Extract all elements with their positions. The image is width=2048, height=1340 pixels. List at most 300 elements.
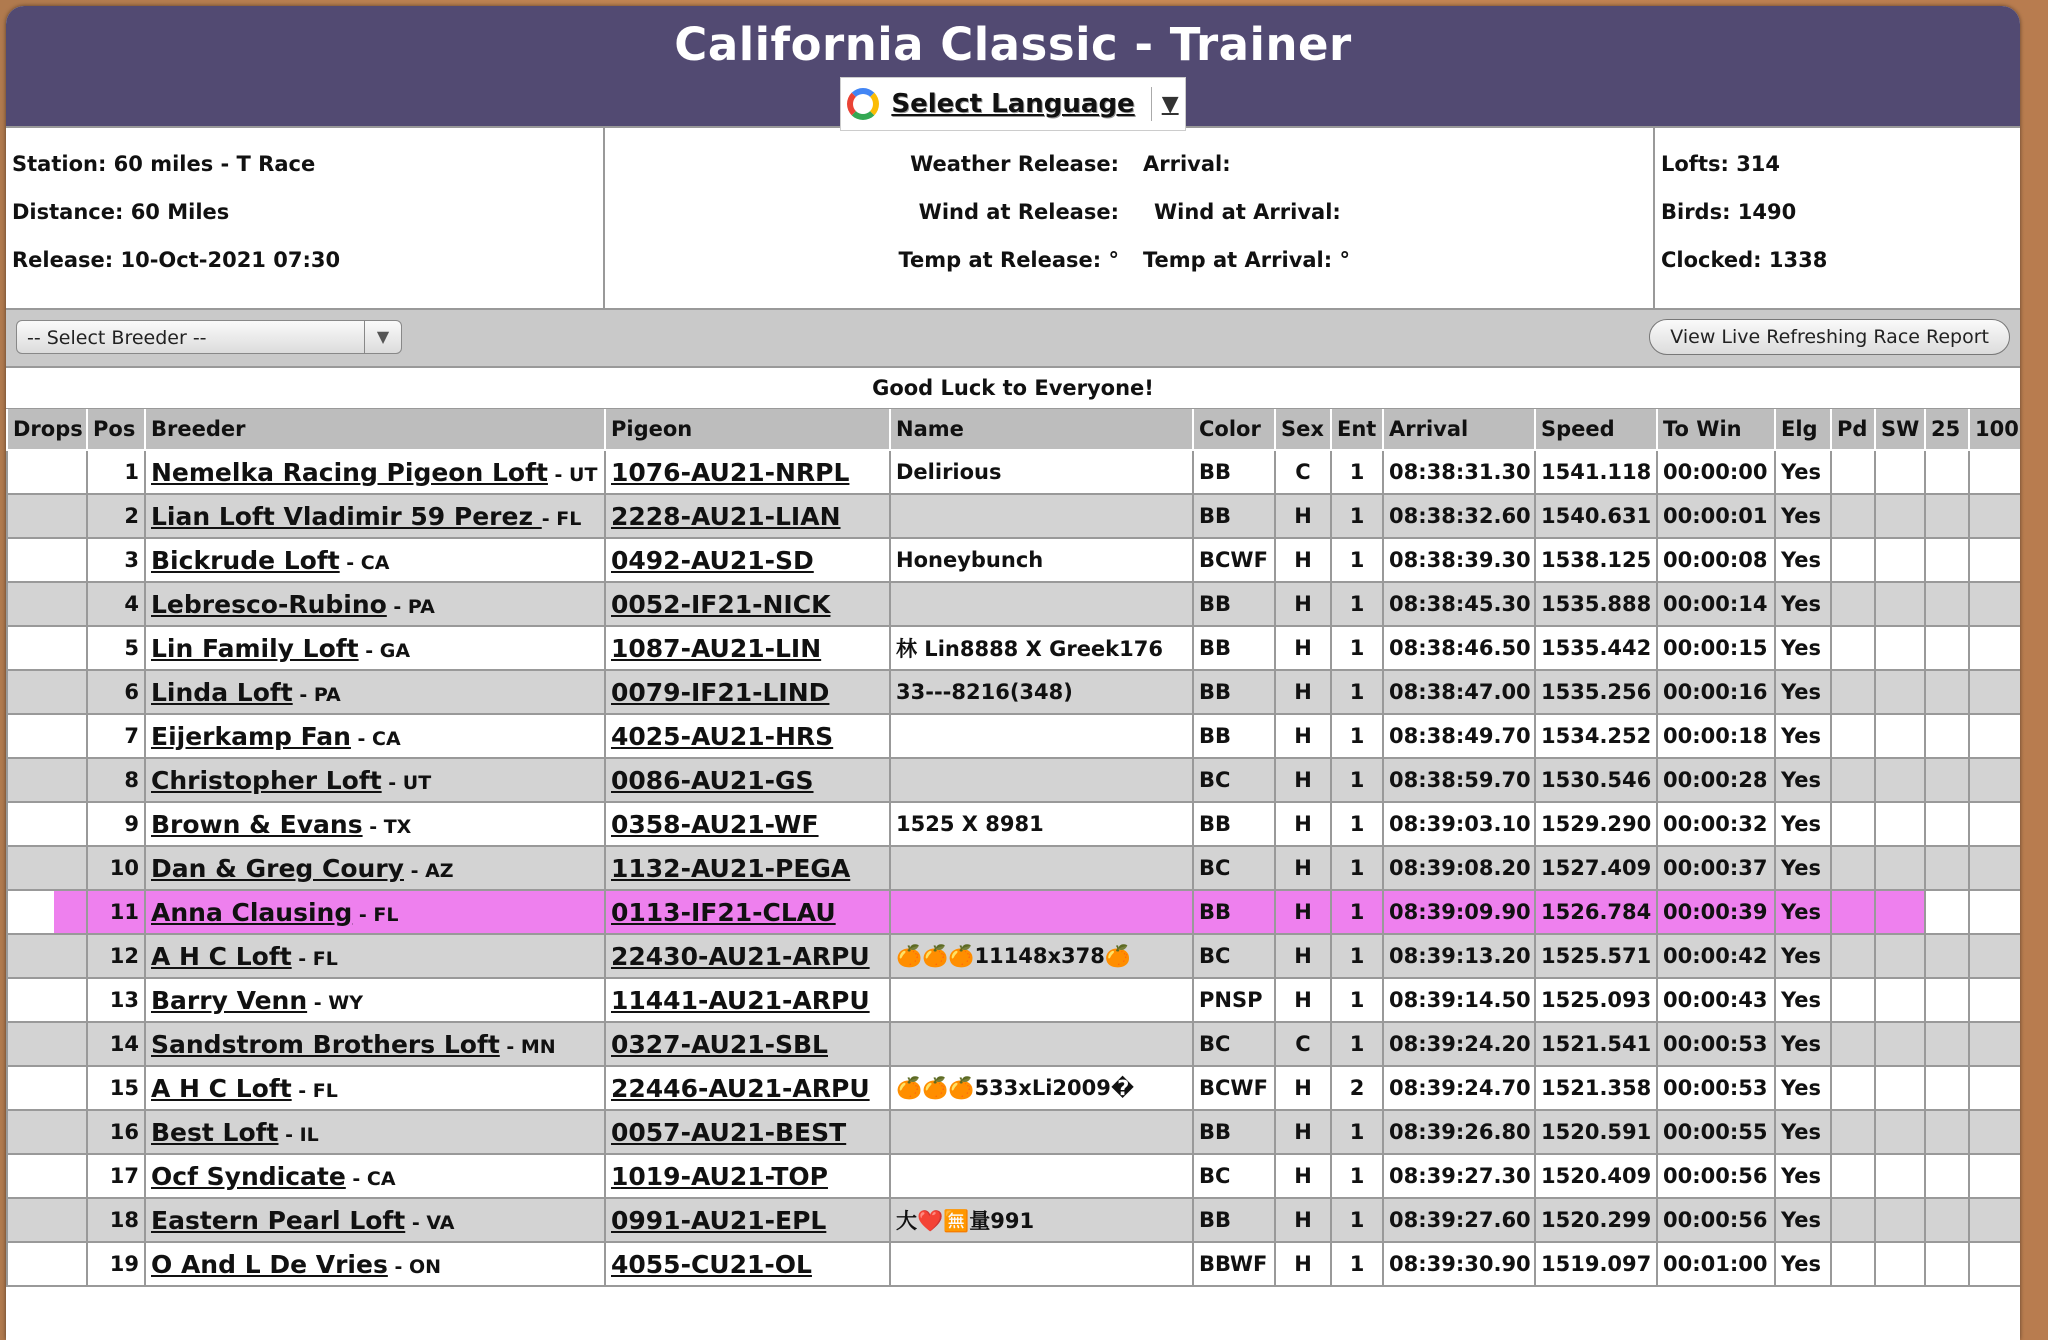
- pos-cell: 8: [87, 758, 145, 802]
- breeder-link[interactable]: Lebresco-Rubino: [151, 589, 387, 619]
- color-cell: BBWF: [1193, 1242, 1275, 1286]
- table-row[interactable]: [7, 802, 2020, 846]
- breeder-cell: [145, 1066, 605, 1110]
- c100-cell: [1969, 1242, 2020, 1286]
- pos-cell: 16: [87, 1110, 145, 1154]
- pigeon-cell: [605, 890, 890, 934]
- towin-cell: 00:00:37: [1657, 846, 1775, 890]
- pd-cell: [1831, 1110, 1875, 1154]
- breeder-cell: [145, 1198, 605, 1242]
- pigeon-link[interactable]: 0079-IF21-LIND: [611, 677, 830, 707]
- table-row[interactable]: [7, 758, 2020, 802]
- pigeon-cell: [605, 1066, 890, 1110]
- pigeon-cell: [605, 538, 890, 582]
- arrival-cell: 08:39:24.70: [1383, 1066, 1535, 1110]
- pd-cell: [1831, 450, 1875, 494]
- breeder-link[interactable]: Eijerkamp Fan: [151, 721, 351, 751]
- sw-cell: [1875, 714, 1925, 758]
- c25-cell: [1925, 670, 1969, 714]
- sw-cell: [1875, 846, 1925, 890]
- name-cell: [890, 1242, 1193, 1286]
- breeder-link[interactable]: Ocf Syndicate: [151, 1161, 346, 1191]
- drops-cell: [7, 626, 87, 670]
- elg-cell: Yes: [1775, 494, 1831, 538]
- breeder-link[interactable]: Christopher Loft: [151, 765, 382, 795]
- towin-cell: 00:00:53: [1657, 1066, 1775, 1110]
- breeder-state: - MN: [499, 1035, 556, 1058]
- towin-cell: 00:00:55: [1657, 1110, 1775, 1154]
- color-cell: PNSP: [1193, 978, 1275, 1022]
- google-icon: [847, 88, 879, 120]
- pigeon-cell: [605, 1022, 890, 1066]
- towin-cell: 00:00:43: [1657, 978, 1775, 1022]
- pigeon-link[interactable]: 0492-AU21-SD: [611, 545, 814, 575]
- pigeon-cell: [605, 978, 890, 1022]
- pigeon-link[interactable]: 2228-AU21-LIAN: [611, 501, 841, 531]
- ent-cell: 1: [1331, 582, 1383, 626]
- pos-cell: 14: [87, 1022, 145, 1066]
- table-row[interactable]: [7, 626, 2020, 670]
- pigeon-link[interactable]: 1019-AU21-TOP: [611, 1161, 828, 1191]
- elg-cell: Yes: [1775, 934, 1831, 978]
- pigeon-cell: [605, 846, 890, 890]
- sw-cell: [1875, 1110, 1925, 1154]
- column-header: Drops: [7, 409, 87, 450]
- towin-cell: 00:00:18: [1657, 714, 1775, 758]
- toolbar: [6, 310, 2020, 368]
- sex-cell: H: [1275, 582, 1331, 626]
- pd-cell: [1831, 890, 1875, 934]
- sw-cell: [1875, 670, 1925, 714]
- column-header: 25: [1925, 409, 1969, 450]
- pos-cell: 17: [87, 1154, 145, 1198]
- breeder-link[interactable]: Anna Clausing: [151, 897, 353, 927]
- pigeon-link[interactable]: 4025-AU21-HRS: [611, 721, 834, 751]
- pd-cell: [1831, 626, 1875, 670]
- breeder-state: - PA: [386, 595, 435, 618]
- drops-cell: [7, 1198, 87, 1242]
- breeder-state: - CA: [345, 1167, 396, 1190]
- pd-cell: [1831, 846, 1875, 890]
- pd-cell: [1831, 1066, 1875, 1110]
- select-breeder-dropdown[interactable]: [16, 320, 402, 354]
- breeder-cell: [145, 846, 605, 890]
- elg-cell: Yes: [1775, 890, 1831, 934]
- pos-cell: 10: [87, 846, 145, 890]
- elg-cell: Yes: [1775, 758, 1831, 802]
- drops-cell: [7, 846, 87, 890]
- ent-cell: 1: [1331, 670, 1383, 714]
- table-row[interactable]: [7, 538, 2020, 582]
- breeder-link[interactable]: Dan & Greg Coury: [151, 853, 404, 883]
- ent-cell: 1: [1331, 1110, 1383, 1154]
- breeder-link[interactable]: Nemelka Racing Pigeon Loft: [151, 457, 548, 487]
- dropdown-arrow-icon[interactable]: ▼: [364, 321, 401, 353]
- table-row[interactable]: [7, 846, 2020, 890]
- pos-cell: 19: [87, 1242, 145, 1286]
- name-cell: [890, 978, 1193, 1022]
- pigeon-link[interactable]: 22430-AU21-ARPU: [611, 941, 870, 971]
- elg-cell: Yes: [1775, 582, 1831, 626]
- pigeon-link[interactable]: 11441-AU21-ARPU: [611, 985, 870, 1015]
- pigeon-cell: [605, 934, 890, 978]
- breeder-link[interactable]: Barry Venn: [151, 985, 308, 1015]
- sw-cell: [1875, 582, 1925, 626]
- pigeon-cell: [605, 494, 890, 538]
- towin-cell: 00:00:00: [1657, 450, 1775, 494]
- breeder-link[interactable]: Brown & Evans: [151, 809, 363, 839]
- breeder-cell: [145, 934, 605, 978]
- speed-cell: 1527.409: [1535, 846, 1657, 890]
- speed-cell: 1521.358: [1535, 1066, 1657, 1110]
- sw-cell: [1875, 450, 1925, 494]
- pos-cell: 18: [87, 1198, 145, 1242]
- pos-cell: 9: [87, 802, 145, 846]
- speed-cell: 1520.409: [1535, 1154, 1657, 1198]
- weather-details: [605, 128, 1655, 308]
- race-info: [6, 128, 2020, 310]
- breeder-state: - ON: [387, 1255, 442, 1278]
- pd-cell: [1831, 1242, 1875, 1286]
- breeder-state: - UT: [547, 463, 598, 486]
- breeder-state: - FL: [291, 1079, 338, 1102]
- breeder-state: - UT: [381, 771, 432, 794]
- breeder-state: - GA: [358, 639, 411, 662]
- c25-cell: [1925, 538, 1969, 582]
- table-row[interactable]: [7, 978, 2020, 1022]
- ent-cell: 2: [1331, 1066, 1383, 1110]
- table-row[interactable]: [7, 1198, 2020, 1242]
- breeder-state: - VA: [405, 1211, 455, 1234]
- table-row[interactable]: [7, 670, 2020, 714]
- arrival-cell: 08:39:27.60: [1383, 1198, 1535, 1242]
- towin-cell: 00:00:32: [1657, 802, 1775, 846]
- pigeon-link[interactable]: 4055-CU21-OL: [611, 1249, 812, 1279]
- breeder-cell: [145, 1110, 605, 1154]
- pigeon-link[interactable]: 22446-AU21-ARPU: [611, 1073, 870, 1103]
- wind-arrival-label: Wind at Arrival:: [1154, 200, 1341, 224]
- table-row[interactable]: [7, 1022, 2020, 1066]
- c25-cell: [1925, 626, 1969, 670]
- c25-cell: [1925, 1110, 1969, 1154]
- breeder-link[interactable]: A H C Loft: [151, 1073, 292, 1103]
- pd-cell: [1831, 670, 1875, 714]
- pigeon-link[interactable]: 1076-AU21-NRPL: [611, 457, 850, 487]
- pigeon-link[interactable]: 0327-AU21-SBL: [611, 1029, 828, 1059]
- name-cell: [890, 1110, 1193, 1154]
- name-cell: [890, 846, 1193, 890]
- name-cell: Delirious: [890, 450, 1193, 494]
- pigeon-link[interactable]: 0052-IF21-NICK: [611, 589, 831, 619]
- ent-cell: 1: [1331, 758, 1383, 802]
- c100-cell: [1969, 670, 2020, 714]
- birds-count: Birds: 1490: [1661, 200, 1797, 224]
- pd-cell: [1831, 538, 1875, 582]
- pos-cell: 3: [87, 538, 145, 582]
- sex-cell: H: [1275, 1242, 1331, 1286]
- breeder-link[interactable]: A H C Loft: [151, 941, 292, 971]
- table-row[interactable]: [7, 1066, 2020, 1110]
- arrival-label: Arrival:: [1143, 152, 1231, 176]
- elg-cell: Yes: [1775, 626, 1831, 670]
- table-header-row: [7, 409, 2020, 450]
- breeder-link[interactable]: Sandstrom Brothers Loft: [151, 1029, 500, 1059]
- drops-cell: [7, 538, 87, 582]
- pd-cell: [1831, 1198, 1875, 1242]
- wind-release-label: Wind at Release:: [918, 200, 1119, 224]
- c100-cell: [1969, 582, 2020, 626]
- c25-cell: [1925, 890, 1969, 934]
- live-report-button[interactable]: View Live Refreshing Race Report: [1649, 319, 2010, 355]
- table-row[interactable]: [7, 1154, 2020, 1198]
- sex-cell: H: [1275, 846, 1331, 890]
- ent-cell: 1: [1331, 1198, 1383, 1242]
- sex-cell: H: [1275, 714, 1331, 758]
- breeder-state: - CA: [339, 551, 390, 574]
- ent-cell: 1: [1331, 714, 1383, 758]
- pd-cell: [1831, 1154, 1875, 1198]
- breeder-state: - AZ: [403, 859, 454, 882]
- elg-cell: Yes: [1775, 1022, 1831, 1066]
- breeder-link[interactable]: Best Loft: [151, 1117, 279, 1147]
- c100-cell: [1969, 1198, 2020, 1242]
- results-table: [6, 409, 2020, 1287]
- breeder-link[interactable]: Eastern Pearl Loft: [151, 1205, 406, 1235]
- elg-cell: Yes: [1775, 846, 1831, 890]
- c100-cell: [1969, 978, 2020, 1022]
- c100-cell: [1969, 934, 2020, 978]
- pigeon-cell: [605, 670, 890, 714]
- arrival-cell: 08:38:39.30: [1383, 538, 1535, 582]
- speed-cell: 1530.546: [1535, 758, 1657, 802]
- column-header: Pos: [87, 409, 145, 450]
- column-header: Pd: [1831, 409, 1875, 450]
- sex-cell: H: [1275, 978, 1331, 1022]
- c25-cell: [1925, 714, 1969, 758]
- breeder-cell: [145, 582, 605, 626]
- c100-cell: [1969, 758, 2020, 802]
- speed-cell: 1534.252: [1535, 714, 1657, 758]
- weather-release-label: Weather Release:: [910, 152, 1119, 176]
- towin-cell: 00:01:00: [1657, 1242, 1775, 1286]
- pigeon-cell: [605, 758, 890, 802]
- name-cell: 🍊🍊🍊533xLi2009�: [890, 1066, 1193, 1110]
- ent-cell: 1: [1331, 626, 1383, 670]
- towin-cell: 00:00:39: [1657, 890, 1775, 934]
- arrival-cell: 08:38:59.70: [1383, 758, 1535, 802]
- station-text: Station: 60 miles - T Race: [12, 152, 316, 176]
- column-header: Breeder: [145, 409, 605, 450]
- name-cell: 林 Lin8888 X Greek176: [890, 626, 1193, 670]
- table-row[interactable]: [7, 582, 2020, 626]
- c100-cell: [1969, 714, 2020, 758]
- color-cell: BB: [1193, 1198, 1275, 1242]
- table-row[interactable]: [7, 494, 2020, 538]
- breeder-link[interactable]: O And L De Vries: [151, 1249, 388, 1279]
- speed-cell: 1535.442: [1535, 626, 1657, 670]
- color-cell: BB: [1193, 450, 1275, 494]
- sw-cell: [1875, 1022, 1925, 1066]
- speed-cell: 1538.125: [1535, 538, 1657, 582]
- c25-cell: [1925, 1242, 1969, 1286]
- column-header: Color: [1193, 409, 1275, 450]
- drops-cell: [7, 582, 87, 626]
- pos-cell: 6: [87, 670, 145, 714]
- c25-cell: [1925, 846, 1969, 890]
- sex-cell: H: [1275, 538, 1331, 582]
- table-row[interactable]: [7, 890, 2020, 934]
- breeder-cell: [145, 494, 605, 538]
- sw-cell: [1875, 890, 1925, 934]
- pos-cell: 11: [87, 890, 145, 934]
- sex-cell: H: [1275, 626, 1331, 670]
- pigeon-link[interactable]: 0113-IF21-CLAU: [611, 897, 836, 927]
- breeder-cell: [145, 802, 605, 846]
- arrival-cell: 08:38:45.30: [1383, 582, 1535, 626]
- pigeon-cell: [605, 1110, 890, 1154]
- drops-cell: [7, 714, 87, 758]
- column-header: Pigeon: [605, 409, 890, 450]
- sex-cell: H: [1275, 1066, 1331, 1110]
- pigeon-link[interactable]: 1087-AU21-LIN: [611, 633, 822, 663]
- arrival-cell: 08:38:47.00: [1383, 670, 1535, 714]
- color-cell: BB: [1193, 1110, 1275, 1154]
- table-row[interactable]: [7, 934, 2020, 978]
- color-cell: BCWF: [1193, 538, 1275, 582]
- lofts-count: Lofts: 314: [1661, 152, 1781, 176]
- pd-cell: [1831, 494, 1875, 538]
- elg-cell: Yes: [1775, 1198, 1831, 1242]
- color-cell: BB: [1193, 626, 1275, 670]
- arrival-cell: 08:39:27.30: [1383, 1154, 1535, 1198]
- speed-cell: 1525.571: [1535, 934, 1657, 978]
- elg-cell: Yes: [1775, 802, 1831, 846]
- breeder-cell: [145, 1022, 605, 1066]
- speed-cell: 1520.591: [1535, 1110, 1657, 1154]
- browser-page: [6, 6, 2020, 1340]
- ent-cell: 1: [1331, 1242, 1383, 1286]
- arrival-cell: 08:38:31.30: [1383, 450, 1535, 494]
- elg-cell: Yes: [1775, 450, 1831, 494]
- pos-cell: 5: [87, 626, 145, 670]
- name-cell: [890, 1154, 1193, 1198]
- towin-cell: 00:00:56: [1657, 1154, 1775, 1198]
- arrival-cell: 08:39:13.20: [1383, 934, 1535, 978]
- pigeon-cell: [605, 1154, 890, 1198]
- table-row[interactable]: [7, 450, 2020, 494]
- pd-cell: [1831, 934, 1875, 978]
- breeder-state: - PA: [292, 683, 341, 706]
- arrival-cell: 08:39:08.20: [1383, 846, 1535, 890]
- drops-cell: [7, 934, 87, 978]
- pigeon-cell: [605, 626, 890, 670]
- distance-text: Distance: 60 Miles: [12, 200, 230, 224]
- sex-cell: C: [1275, 1022, 1331, 1066]
- arrival-cell: 08:39:30.90: [1383, 1242, 1535, 1286]
- column-header: Speed: [1535, 409, 1657, 450]
- sex-cell: H: [1275, 670, 1331, 714]
- c100-cell: [1969, 1022, 2020, 1066]
- pigeon-link[interactable]: 0358-AU21-WF: [611, 809, 819, 839]
- breeder-link[interactable]: Bickrude Loft: [151, 545, 340, 575]
- pd-cell: [1831, 758, 1875, 802]
- breeder-cell: [145, 626, 605, 670]
- sw-cell: [1875, 978, 1925, 1022]
- sex-cell: H: [1275, 934, 1331, 978]
- elg-cell: Yes: [1775, 1154, 1831, 1198]
- speed-cell: 1535.888: [1535, 582, 1657, 626]
- c100-cell: [1969, 802, 2020, 846]
- elg-cell: Yes: [1775, 1066, 1831, 1110]
- breeder-state: - TX: [362, 815, 412, 838]
- breeder-state: - CA: [350, 727, 401, 750]
- sex-cell: H: [1275, 1154, 1331, 1198]
- breeder-state: - IL: [278, 1123, 319, 1146]
- arrival-cell: 08:38:32.60: [1383, 494, 1535, 538]
- color-cell: BB: [1193, 494, 1275, 538]
- ent-cell: 1: [1331, 802, 1383, 846]
- elg-cell: Yes: [1775, 538, 1831, 582]
- name-cell: Honeybunch: [890, 538, 1193, 582]
- elg-cell: Yes: [1775, 1110, 1831, 1154]
- breeder-link[interactable]: Lin Family Loft: [151, 633, 359, 663]
- breeder-cell: [145, 538, 605, 582]
- elg-cell: Yes: [1775, 670, 1831, 714]
- ent-cell: 1: [1331, 494, 1383, 538]
- pd-cell: [1831, 978, 1875, 1022]
- ent-cell: 1: [1331, 890, 1383, 934]
- sex-cell: H: [1275, 890, 1331, 934]
- sex-cell: H: [1275, 758, 1331, 802]
- pigeon-link[interactable]: 1132-AU21-PEGA: [611, 853, 851, 883]
- speed-cell: 1541.118: [1535, 450, 1657, 494]
- table-row[interactable]: [7, 1242, 2020, 1286]
- c100-cell: [1969, 538, 2020, 582]
- language-label[interactable]: Select Language: [891, 89, 1135, 119]
- c100-cell: [1969, 1110, 2020, 1154]
- color-cell: BC: [1193, 934, 1275, 978]
- c25-cell: [1925, 1154, 1969, 1198]
- pigeon-link[interactable]: 0086-AU21-GS: [611, 765, 814, 795]
- name-cell: [890, 1022, 1193, 1066]
- language-selector[interactable]: [840, 77, 1185, 131]
- c100-cell: [1969, 1066, 2020, 1110]
- arrival-cell: 08:39:26.80: [1383, 1110, 1535, 1154]
- page-title: California Classic - Trainer: [674, 18, 1352, 71]
- table-row[interactable]: [7, 1110, 2020, 1154]
- breeder-cell: [145, 670, 605, 714]
- speed-cell: 1529.290: [1535, 802, 1657, 846]
- column-header: Elg: [1775, 409, 1831, 450]
- drops-cell: [7, 1154, 87, 1198]
- towin-cell: 00:00:53: [1657, 1022, 1775, 1066]
- speed-cell: 1535.256: [1535, 670, 1657, 714]
- race-stats: [1655, 128, 2020, 308]
- breeder-link[interactable]: Linda Loft: [151, 677, 293, 707]
- pos-cell: 12: [87, 934, 145, 978]
- column-header: Sex: [1275, 409, 1331, 450]
- breeder-state: - FL: [352, 903, 399, 926]
- dropdown-arrow-icon[interactable]: ▼: [1161, 91, 1179, 117]
- column-header: Name: [890, 409, 1193, 450]
- towin-cell: 00:00:28: [1657, 758, 1775, 802]
- drops-cell: [7, 1022, 87, 1066]
- c25-cell: [1925, 758, 1969, 802]
- pigeon-link[interactable]: 0057-AU21-BEST: [611, 1117, 847, 1147]
- breeder-link[interactable]: Lian Loft Vladimir 59 Perez: [151, 501, 542, 531]
- pigeon-link[interactable]: 0991-AU21-EPL: [611, 1205, 827, 1235]
- table-row[interactable]: [7, 714, 2020, 758]
